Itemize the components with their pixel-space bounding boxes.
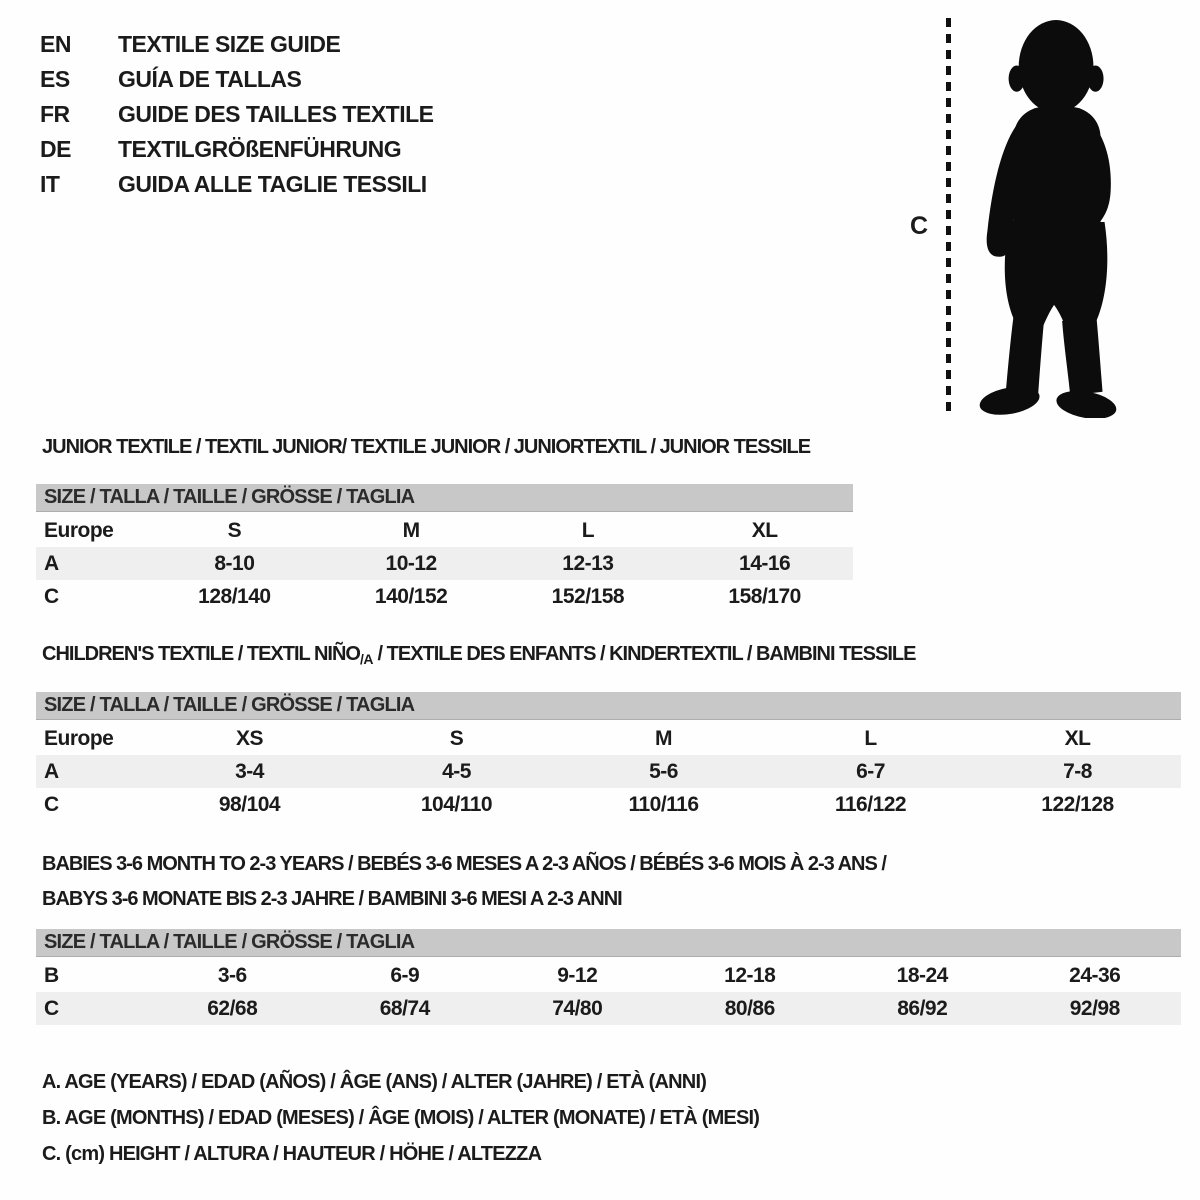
language-list [40, 27, 434, 202]
junior-section-title: JUNIOR TEXTILE / TEXTIL JUNIOR/ TEXTILE JUNIOR / JUNIORTEXTIL / JUNIOR TESSILE [42, 436, 811, 458]
size-header-band: SIZE / TALLA / TAILLE / GRÖSSE / TAGLIA [36, 929, 1181, 957]
junior-size-table [36, 484, 853, 613]
lang-row-it [40, 167, 434, 202]
babies-section-title [42, 847, 886, 917]
cell: 3-6 [217, 963, 247, 987]
cell: 86/92 [897, 996, 948, 1020]
cell: S [227, 518, 242, 542]
cell: 24-36 [1069, 963, 1121, 987]
row-label: C [44, 792, 59, 816]
cell: XS [235, 726, 263, 750]
cell: XL [1064, 726, 1091, 750]
table-row-age [36, 755, 1181, 788]
cell: 6-7 [856, 759, 885, 783]
row-label: Europe [44, 518, 114, 542]
cell: 116/122 [834, 792, 907, 816]
cell: L [581, 518, 595, 542]
table-row-europe [36, 514, 853, 547]
cell: 74/80 [552, 996, 603, 1020]
cell: 12-18 [724, 963, 776, 987]
cell: S [449, 726, 464, 750]
height-measure-dashed-line [946, 18, 951, 418]
cell: 140/152 [374, 584, 448, 608]
cell: 80/86 [724, 996, 775, 1020]
cell: 128/140 [198, 584, 271, 608]
babies-title-line2: BABYS 3-6 MONATE BIS 2-3 JAHRE / BAMBINI 3-6 MESI A 2-3 ANNI [42, 888, 622, 910]
cell: 104/110 [420, 792, 493, 816]
cell: 92/98 [1069, 996, 1120, 1020]
height-measure-label: C [910, 212, 929, 240]
cell: 6-9 [390, 963, 420, 987]
cell: M [655, 726, 672, 750]
cell: 152/158 [551, 584, 625, 608]
lang-code: EN [40, 31, 71, 57]
cell: 7-8 [1063, 759, 1092, 783]
table-row-height [36, 788, 1181, 821]
children-size-table [36, 692, 1181, 821]
table-row-months [36, 959, 1181, 992]
legend-line-b: B. AGE (MONTHS) / EDAD (MESES) / ÂGE (MOIS) / ALTER (MONATE) / ETÀ (MESI) [42, 1107, 760, 1129]
legend-line-c: C. (cm) HEIGHT / ALTURA / HAUTEUR / HÖHE / ALTEZZA [42, 1143, 542, 1165]
cell: 4-5 [442, 759, 471, 783]
cell: 9-12 [557, 963, 598, 987]
lang-code: ES [40, 66, 70, 92]
lang-code: DE [40, 136, 71, 162]
table-row-europe [36, 722, 1181, 755]
lang-row-en [40, 27, 434, 62]
lang-label: TEXTILE SIZE GUIDE [118, 31, 341, 57]
row-label: C [44, 996, 59, 1020]
cell: 12-13 [562, 551, 614, 575]
legend-line-a: A. AGE (YEARS) / EDAD (AÑOS) / ÂGE (ANS) / ALTER (JAHRE) / ETÀ (ANNI) [42, 1071, 707, 1093]
cell: 5-6 [649, 759, 678, 783]
measurement-legend [42, 1064, 759, 1172]
lang-label: GUÍA DE TALLAS [118, 66, 302, 92]
cell: 68/74 [379, 996, 430, 1020]
lang-row-de [40, 132, 434, 167]
lang-label: GUIDA ALLE TAGLIE TESSILI [118, 171, 427, 197]
cell: XL [751, 518, 778, 542]
cell: 3-4 [235, 759, 264, 783]
lang-code: FR [40, 101, 70, 127]
row-label: C [44, 584, 59, 608]
babies-size-table [36, 929, 1181, 1025]
toddler-silhouette-icon [963, 14, 1135, 418]
cell: 62/68 [207, 996, 258, 1020]
cell: 14-16 [739, 551, 791, 575]
cell: 18-24 [896, 963, 948, 987]
lang-label: GUIDE DES TAILLES TEXTILE [118, 101, 434, 127]
cell: M [402, 518, 420, 542]
row-label: Europe [44, 726, 114, 750]
cell: 8-10 [214, 551, 255, 575]
children-title-suffix: / TEXTILE DES ENFANTS / KINDERTEXTIL / BAMBINI TESSILE [372, 643, 916, 665]
lang-label: TEXTILGRÖßENFÜHRUNG [118, 136, 402, 162]
babies-title-line1: BABIES 3-6 MONTH TO 2-3 YEARS / BEBÉS 3-6 MESES A 2-3 AÑOS / BÉBÉS 3-6 MOIS À 2-3 ANS / [42, 853, 886, 875]
cell: L [864, 726, 877, 750]
size-header-band: SIZE / TALLA / TAILLE / GRÖSSE / TAGLIA [36, 692, 1181, 720]
lang-code: IT [40, 171, 60, 197]
children-title-subscript: /A [359, 651, 373, 667]
lang-row-fr [40, 97, 434, 132]
table-row-height [36, 580, 853, 613]
table-row-height [36, 992, 1181, 1025]
size-header-band: SIZE / TALLA / TAILLE / GRÖSSE / TAGLIA [36, 484, 853, 512]
lang-row-es [40, 62, 434, 97]
row-label: A [44, 759, 59, 783]
cell: 10-12 [385, 551, 437, 575]
cell: 158/170 [728, 584, 801, 608]
children-section-title [42, 643, 915, 667]
table-row-age [36, 547, 853, 580]
row-label: A [44, 551, 59, 575]
cell: 98/104 [218, 792, 281, 816]
children-title-prefix: CHILDREN'S TEXTILE / TEXTIL NIÑO [42, 643, 360, 665]
row-label: B [44, 963, 59, 987]
cell: 110/116 [628, 792, 699, 816]
cell: 122/128 [1041, 792, 1114, 816]
